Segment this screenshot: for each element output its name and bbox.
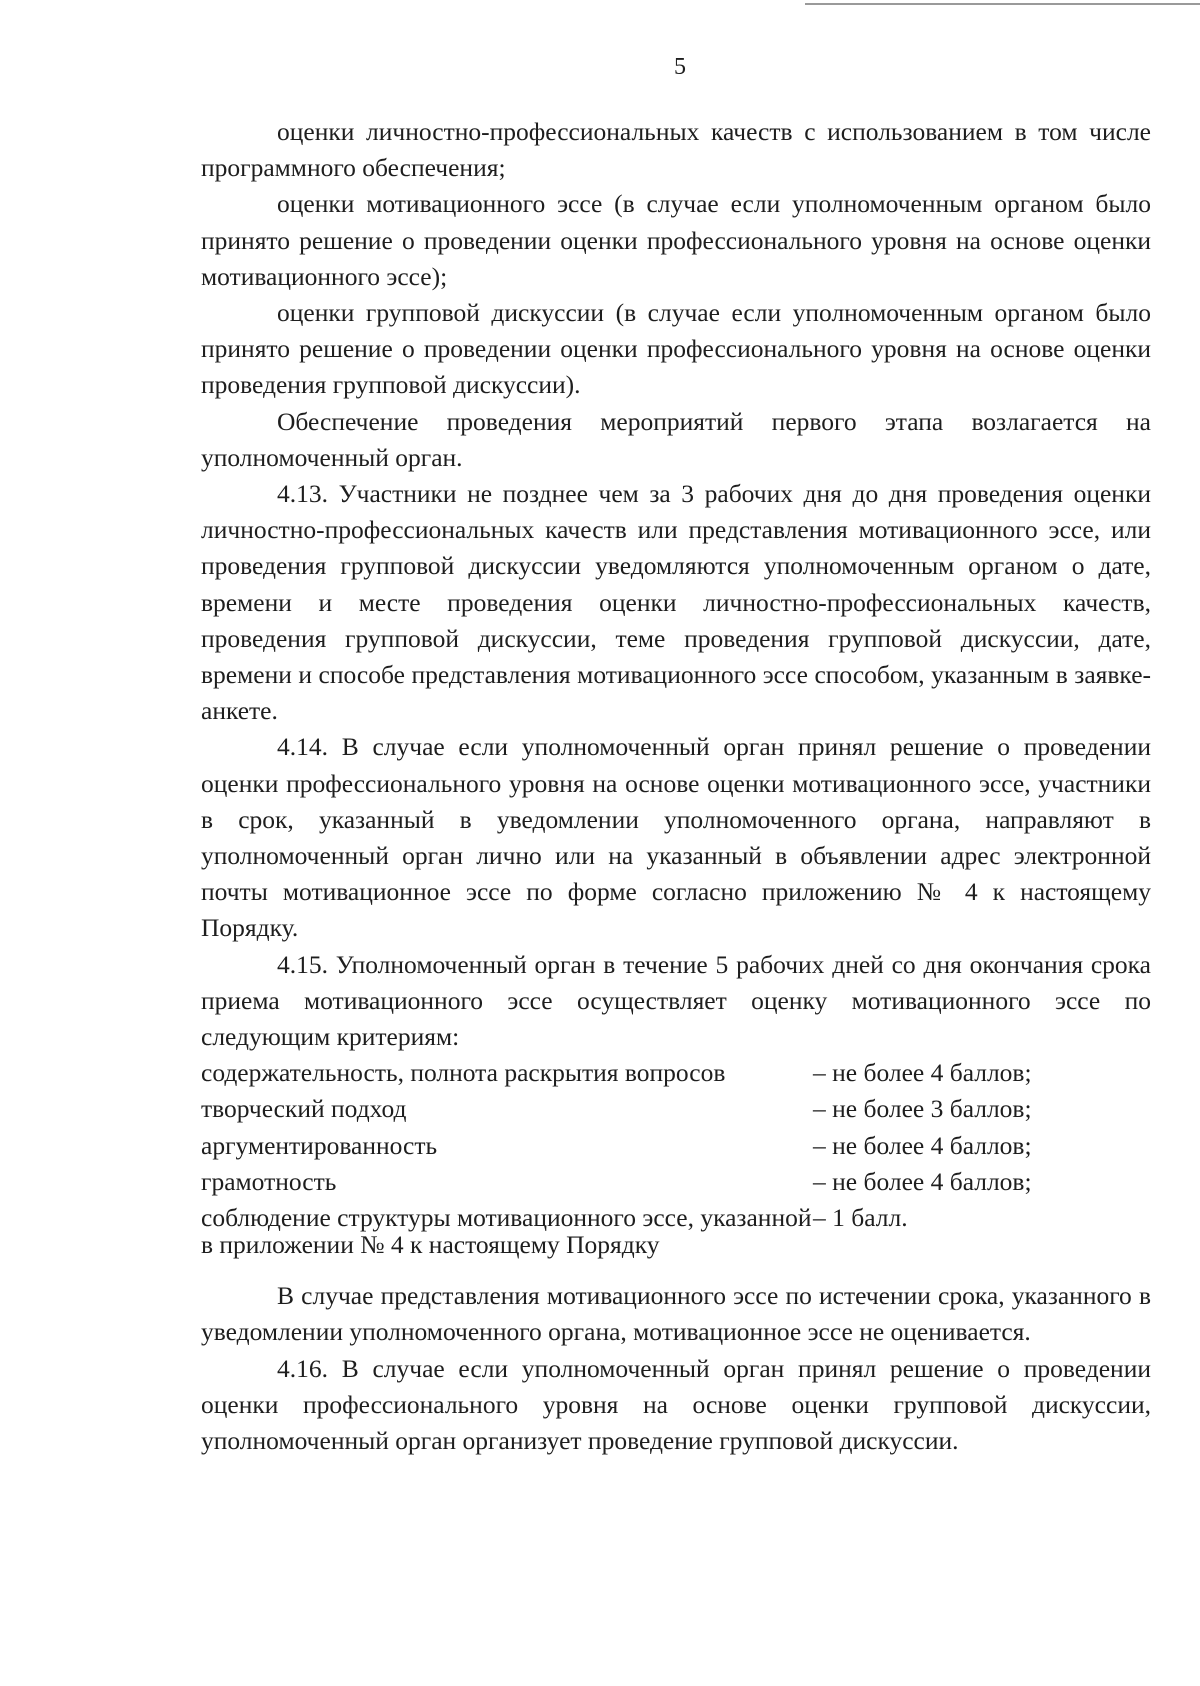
criteria-row (201, 1091, 1151, 1127)
criterion-score: – 1 балл. (813, 1203, 908, 1233)
paragraph-essay-assessment: оценки мотивационного эссе (в случае если уполномоченным органом было принято решение о проведении оценки профессионального уровня на основе оценки мотивационного эссе); (201, 189, 1151, 291)
criteria-row (201, 1164, 1151, 1200)
criterion-name: грамотность (201, 1166, 337, 1196)
criteria-row (201, 1128, 1151, 1164)
document-body (201, 114, 1151, 1459)
criterion-score: – не более 4 баллов; (813, 1058, 1032, 1088)
criteria-row (201, 1055, 1151, 1091)
paragraph-lpk-assessment: оценки личностно-профессиональных качеств с использованием в том числе программного обеспечения; (201, 117, 1151, 183)
clause-4-15: 4.15. Уполномоченный орган в течение 5 рабочих дней со дня окончания срока приема мотивационного эссе осуществляет оценку мотивационного эссе по следующим критериям: (201, 949, 1151, 1052)
criterion-name: соблюдение структуры мотивационного эссе, указанной в приложении № 4 к настоящему Порядку (201, 1203, 812, 1260)
criterion-name: содержательность, полнота раскрытия вопросов (201, 1058, 726, 1088)
criterion-score: – не более 4 баллов; (813, 1166, 1032, 1196)
paragraph-group-discussion-assessment: оценки групповой дискуссии (в случае если уполномоченным органом было принято решение о проведении оценки профессионального уровня на основе оценки проведения групповой дискуссии). (201, 298, 1151, 400)
paragraph-first-stage-responsibility: Обеспечение проведения мероприятий первого этапа возлагается на уполномоченный орган. (201, 406, 1151, 472)
paragraph-late-essay: В случае представления мотивационного эссе по истечении срока, указанного в уведомлении уполномоченного органа, мотивационное эссе не оценивается. (201, 1281, 1151, 1347)
scan-edge-line (805, 3, 1200, 5)
clause-4-14: 4.14. В случае если уполномоченный орган принял решение о проведении оценки профессионального уровня на основе оценки мотивационного эссе, участники в срок, указанный в уведомлении уполномоченного органа, направляют в уполномоченный орган лично или на указанный в объявлении адрес электронной почты мотивационное эссе по форме согласно приложению № 4 к настоящему Порядку. (201, 732, 1151, 943)
clause-4-16: 4.16. В случае если уполномоченный орган принял решение о проведении оценки профессионального уровня на основе оценки групповой дискуссии, уполномоченный орган организует проведение групповой дискуссии. (201, 1353, 1151, 1455)
criterion-name: аргументированность (201, 1130, 438, 1160)
criterion-score: – не более 4 баллов; (813, 1130, 1032, 1160)
criterion-name: творческий подход (201, 1094, 407, 1124)
criteria-table (201, 1055, 1151, 1278)
clause-4-13: 4.13. Участники не позднее чем за 3 рабочих дня до дня проведения оценки личностно-профессиональных качеств или представления мотивационного эссе, или проведения групповой дискуссии уведомляются уполномоченным органом о дате, времени и месте проведения оценки личностно-профессиональных качеств, проведения групповой дискуссии, теме проведения групповой дискуссии, дате, времени и способе представления мотивационного эссе способом, указанным в заявке-анкете. (201, 479, 1151, 726)
page-number: 5 (674, 54, 686, 80)
criteria-row (201, 1200, 1151, 1278)
criterion-score: – не более 3 баллов; (813, 1094, 1032, 1124)
